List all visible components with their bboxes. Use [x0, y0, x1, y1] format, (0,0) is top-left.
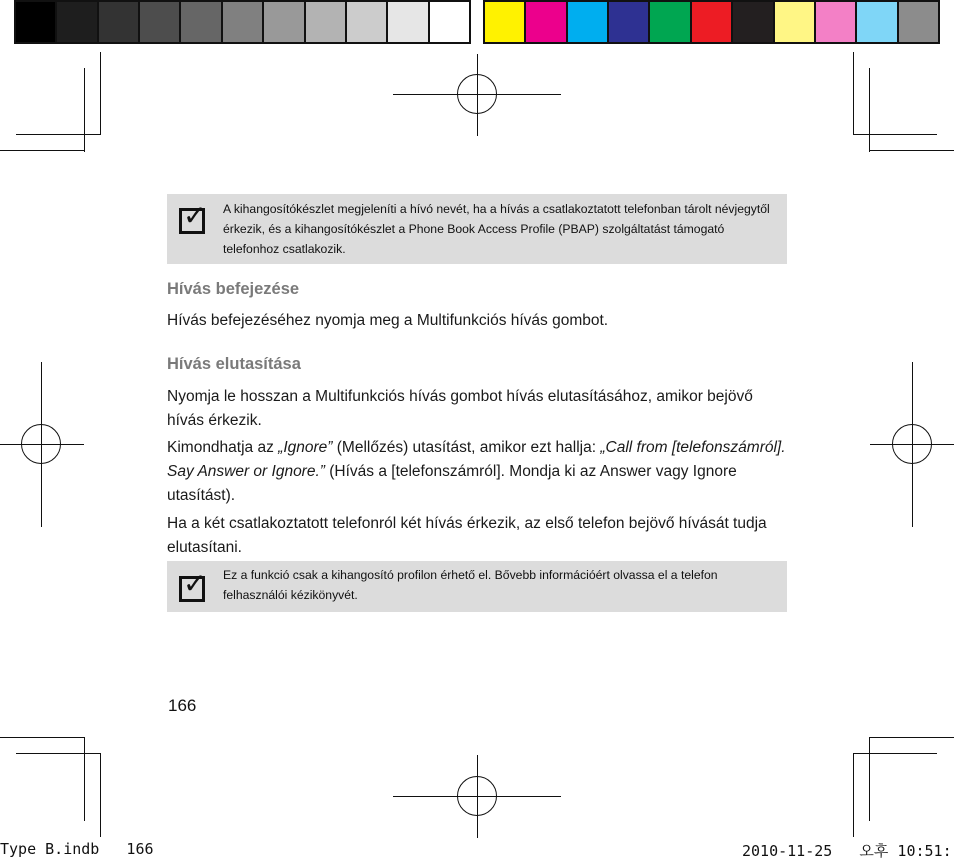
crop-mark [16, 134, 100, 135]
color-swatch [692, 2, 733, 42]
crop-mark [869, 737, 954, 738]
crop-mark [0, 737, 84, 738]
color-swatch [388, 2, 429, 42]
color-swatch [430, 2, 469, 42]
color-swatch [264, 2, 305, 42]
crop-mark [869, 68, 870, 152]
note-text: A kihangosítókészlet megjeleníti a hívó nevét, ha a hívás a csatlakoztatott telefonban tárolt névjegytől érkezik, és a kihangosítókészlet a Phone Book Access Profile (PBAP) szolgáltatást támogató telefonhoz csatlakozik. [223, 202, 770, 256]
checkbox-check-icon: ✓ [179, 576, 205, 602]
section-heading: Hívás elutasítása [167, 355, 301, 373]
paragraph-text: (Hívás a [telefonszámról]. Mondja ki az Answer vagy Ignore utasítást). [167, 463, 737, 504]
crop-mark [0, 150, 84, 151]
color-swatch [816, 2, 857, 42]
color-swatch [857, 2, 898, 42]
note-box [167, 561, 787, 612]
registration-circle [21, 424, 61, 464]
color-swatch [99, 2, 140, 42]
color-swatch [650, 2, 691, 42]
footer-file-info: Type B.indb 166 [0, 840, 154, 858]
crop-mark [84, 737, 85, 821]
note-text: Ez a funkció csak a kihangosító profilon érhető el. Bővebb információért olvassa el a telefon felhasználói kézikönyvét. [223, 568, 718, 602]
paragraph: Nyomja le hosszan a Multifunkciós hívás gombot hívás elutasításához, amikor bejövő hívás érkezik. [167, 388, 753, 429]
page-number: 166 [168, 696, 197, 715]
color-swatch [775, 2, 816, 42]
crop-mark [100, 753, 101, 837]
color-swatch [16, 2, 57, 42]
paragraph: Hívás befejezéséhez nyomja meg a Multifunkciós hívás gombot. [167, 312, 609, 329]
paragraph-text: Kimondhatja az [167, 439, 279, 456]
registration-circle [457, 776, 497, 816]
paragraph-italic-text: „Ignore” [278, 439, 333, 456]
note-box [167, 194, 787, 264]
paragraph-text: (Mellőzés) utasítást, amikor ezt hallja: [332, 439, 601, 456]
cmyk-color-bar [483, 0, 940, 44]
paragraph-italic-text: „Call from [telefonszámról]. Say Answer or Ignore.” [167, 439, 786, 480]
color-swatch [223, 2, 264, 42]
crop-mark [869, 737, 870, 821]
crop-mark [16, 753, 100, 754]
color-swatch [181, 2, 222, 42]
paragraph [167, 436, 787, 508]
crop-mark [853, 753, 854, 837]
color-swatch [140, 2, 181, 42]
color-swatch [568, 2, 609, 42]
crop-mark [100, 52, 101, 135]
crop-mark [869, 150, 954, 151]
section-heading: Hívás befejezése [167, 280, 300, 298]
color-swatch [57, 2, 98, 42]
color-swatch [485, 2, 526, 42]
color-swatch [733, 2, 774, 42]
color-swatch [526, 2, 567, 42]
footer-timestamp: 2010-11-25 오후 10:51: [742, 842, 952, 860]
color-swatch [347, 2, 388, 42]
grayscale-color-bar [14, 0, 471, 44]
crop-mark [853, 134, 937, 135]
crop-mark [853, 52, 854, 135]
crop-mark [84, 68, 85, 152]
registration-circle [892, 424, 932, 464]
color-swatch [899, 2, 938, 42]
crop-mark [853, 753, 937, 754]
checkbox-check-icon: ✓ [179, 208, 205, 234]
paragraph: Ha a két csatlakoztatott telefonról két hívás érkezik, az első telefon bejövő hívását tudja elutasítani. [167, 515, 767, 556]
registration-circle [457, 74, 497, 114]
color-swatch [609, 2, 650, 42]
color-swatch [306, 2, 347, 42]
